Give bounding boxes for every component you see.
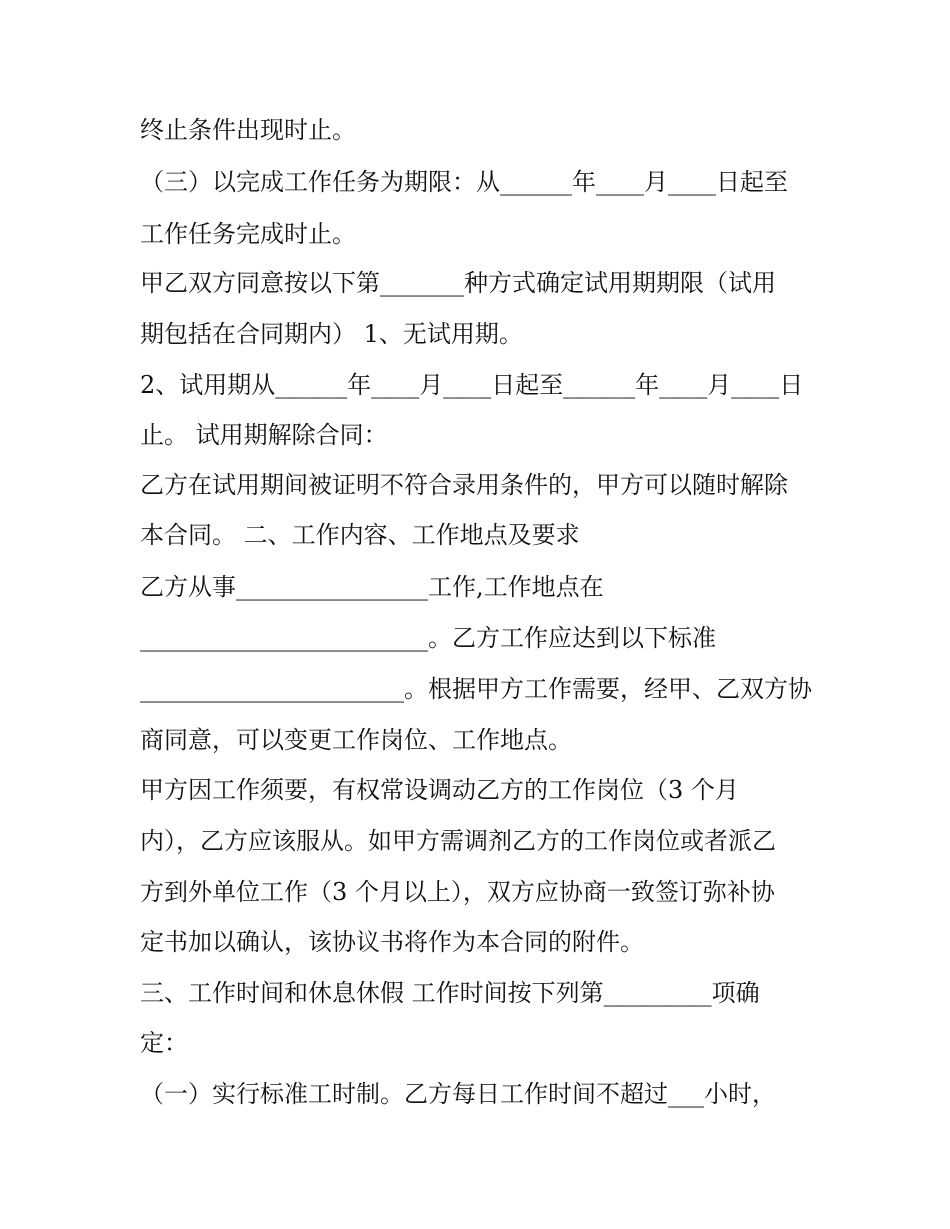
text-line: 乙方在试用期间被证明不符合录用条件的，甲方可以随时解除 — [140, 471, 788, 499]
text-line: 终止条件出现时止。 — [140, 116, 356, 144]
text-line: 2、试用期从______年____月____日起至______年____月____日 — [140, 371, 804, 399]
text-line: 定： — [140, 1029, 188, 1057]
text-line: （一）实行标准工时制。乙方每日工作时间不超过___小时， — [140, 1080, 776, 1108]
text-line: 三、工作时间和休息休假 工作时间按下列第_________项确 — [140, 979, 760, 1007]
text-line: 商同意，可以变更工作岗位、工作地点。 — [140, 726, 572, 754]
text-line: 甲乙双方同意按以下第_______种方式确定试用期期限（试用 — [140, 269, 776, 297]
text-line: 工作任务完成时止。 — [140, 220, 356, 248]
text-line: 期包括在合同期内） 1、无试用期。 — [140, 320, 523, 348]
text-line: ______________________。根据甲方工作需要，经甲、乙双方协 — [140, 675, 812, 703]
text-line: 本合同。 二、工作内容、工作地点及要求 — [140, 521, 580, 549]
text-line: 定书加以确认，该协议书将作为本合同的附件。 — [140, 928, 644, 956]
text-line: （三）以完成工作任务为期限：从______年____月____日起至 — [140, 168, 788, 196]
text-line: 内），乙方应该服从。如甲方需调剂乙方的工作岗位或者派乙 — [140, 827, 776, 855]
text-line: 甲方因工作须要，有权常设调动乙方的工作岗位（3 个月 — [140, 776, 739, 804]
text-line: 乙方从事________________工作,工作地点在 — [140, 573, 604, 601]
text-line: 止。 试用期解除合同： — [140, 421, 388, 449]
text-line: 方到外单位工作（3 个月以上），双方应协商一致签订弥补协 — [140, 878, 775, 906]
text-line: ________________________。乙方工作应达到以下标准 — [140, 624, 716, 652]
